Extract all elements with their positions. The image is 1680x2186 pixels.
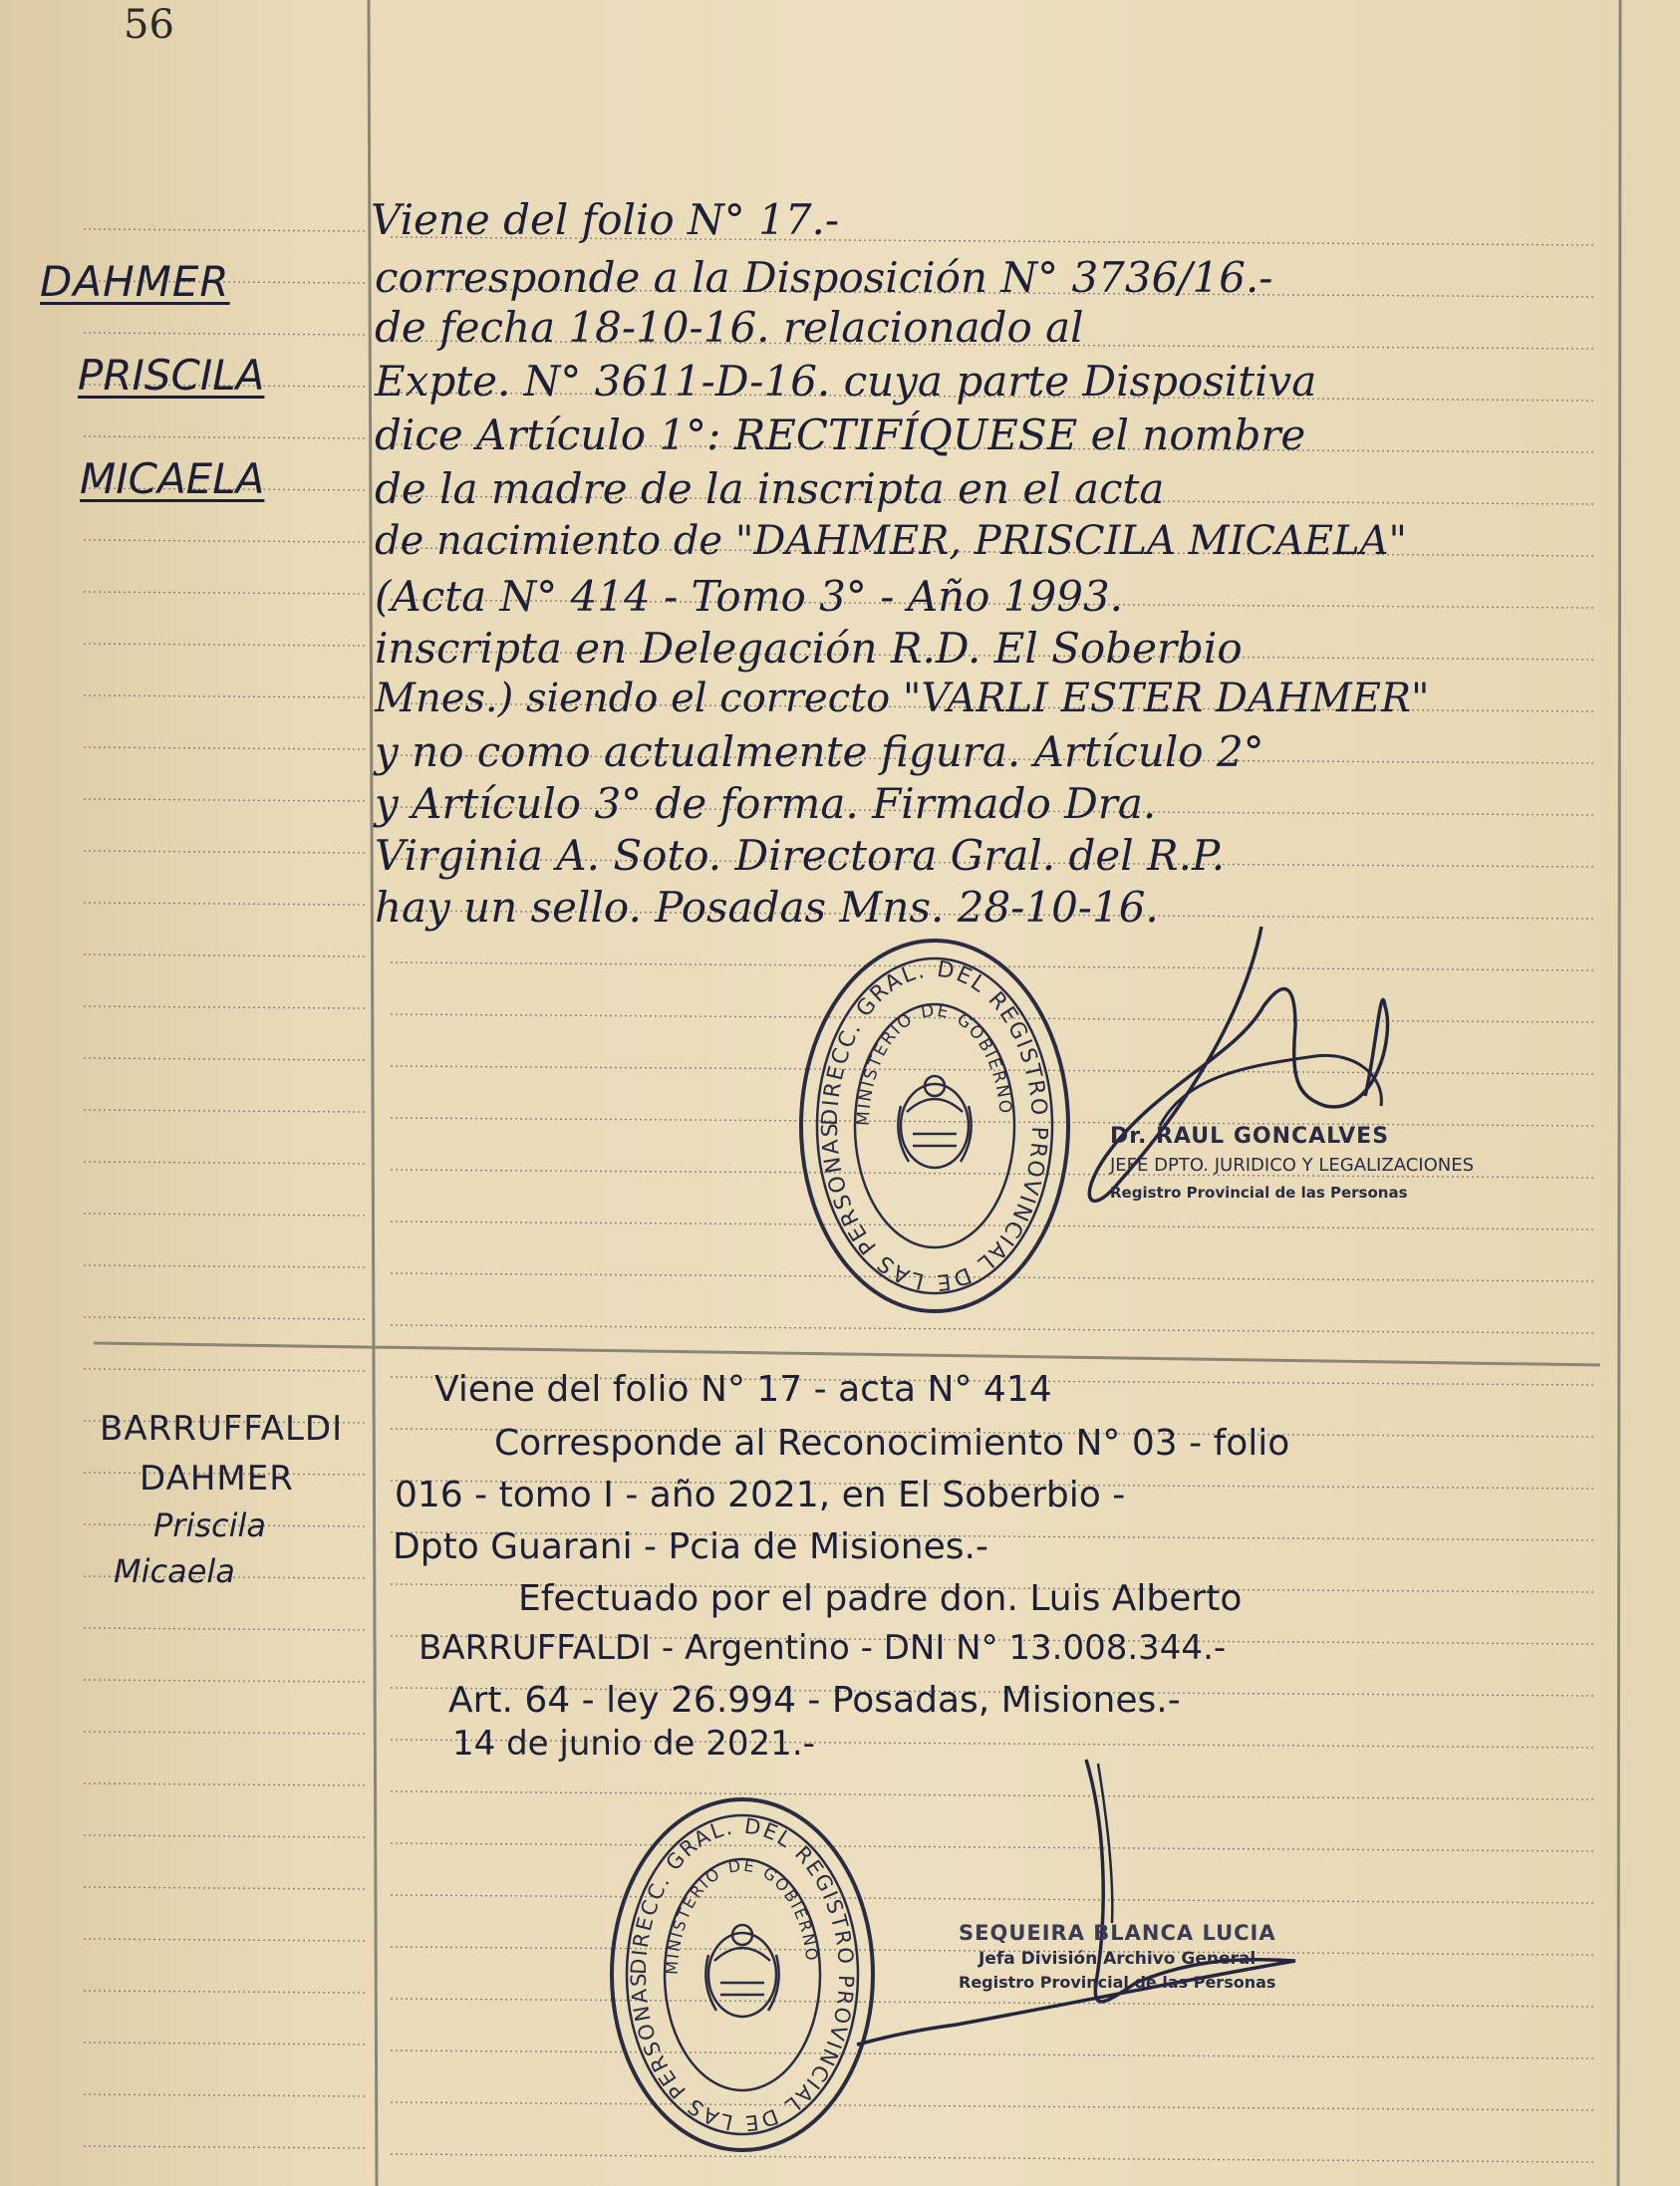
margin-rule: [84, 2146, 365, 2148]
margin-name-surname-mother: DAHMER: [140, 1459, 294, 1499]
entry-1-line: dice Artículo 1°: RECTIFÍQUESE el nombre: [375, 410, 1306, 459]
coat-of-arms-icon: [898, 1076, 971, 1168]
official-seal: [608, 1795, 877, 2154]
entry-2-line: Art. 64 - ley 26.994 - Posadas, Misiones.-: [448, 1680, 1181, 1721]
entry-2-line: Efectuado por el padre don. Luis Alberto: [518, 1578, 1243, 1619]
margin-rule: [84, 695, 365, 697]
margin-name-first: Priscila: [153, 1506, 266, 1544]
entry-1-line: Virginia A. Soto. Directora Gral. del R.P.: [375, 831, 1226, 880]
margin-name-surname-father: BARRUFFALDI: [100, 1409, 344, 1449]
margin-name-second: MICAELA: [80, 454, 265, 503]
entry-1-line: Mnes.) siendo el correcto "VARLI ESTER DAHMER": [375, 676, 1430, 721]
entry-2-line: Dpto Guarani - Pcia de Misiones.-: [393, 1526, 988, 1567]
margin-rule: [84, 1783, 365, 1785]
svg-text:MINISTERIO DE GOBIERNO: [663, 1856, 822, 1976]
entry-1-line: de fecha 18-10-16. relacionado al: [375, 303, 1084, 352]
signature-block: [959, 1921, 1276, 1992]
margin-rule: [84, 1162, 365, 1164]
margin-rule: [84, 799, 365, 801]
margin-rule: [84, 1214, 365, 1216]
margin-rule: [84, 1317, 365, 1319]
margin-rule: [84, 1732, 365, 1734]
entry-2-line: BARRUFFALDI - Argentino - DNI N° 13.008.344.-: [419, 1628, 1227, 1668]
signature-title: JEFE DPTO. JURIDICO Y LEGALIZACIONES: [1110, 1155, 1475, 1176]
body-rule: [391, 2154, 1594, 2162]
seal-inner-text: MINISTERIO DE GOBIERNO: [853, 1000, 1015, 1127]
margin-name-first: PRISCILA: [78, 351, 265, 400]
margin-rule: [84, 1835, 365, 1837]
coat-of-arms-icon: [705, 1925, 778, 2017]
entry-2-line: 14 de junio de 2021.-: [452, 1724, 815, 1764]
margin-rule: [84, 333, 365, 335]
margin-rule: [84, 1006, 365, 1008]
margin-rule: [84, 1887, 365, 1889]
margin-rule: [84, 229, 365, 231]
page-number: 56: [124, 2, 174, 48]
margin-rule: [84, 592, 365, 594]
seal-graphic: [797, 937, 1072, 1315]
signature-block: [1110, 1124, 1474, 1202]
margin-rule: [84, 1939, 365, 1941]
margin-rule: [84, 1369, 365, 1371]
body-rule: [391, 1843, 1594, 1851]
margin-rule: [84, 903, 365, 905]
seal-outer-text: DIRECC. GRAL. DEL REGISTRO PROVINCIAL DE LAS PERSONAS: [817, 956, 1052, 1295]
entry-separator: [94, 1343, 1600, 1365]
margin-rule: [84, 1991, 365, 1993]
entry-1-line: de la madre de la inscripta en el acta: [375, 464, 1165, 513]
margin-rule: [84, 1058, 365, 1060]
signature-name: Dr. RAUL GONCALVES: [1110, 1124, 1390, 1149]
entry-1-line: hay un sello. Posadas Mns. 28-10-16.: [375, 883, 1159, 932]
entry-2-line: 016 - tomo I - año 2021, en El Soberbio -: [395, 1475, 1126, 1515]
signature-title: Jefa División Archivo General: [979, 1949, 1257, 1969]
entry-1-line: corresponde a la Disposición N° 3736/16.-: [375, 253, 1273, 302]
margin-rule: [84, 1110, 365, 1112]
entry-1-line: y no como actualmente figura. Artículo 2°: [375, 727, 1264, 776]
margin-rule: [84, 747, 365, 749]
body-rule: [391, 1791, 1594, 1799]
signature-institution: Registro Provincial de las Personas: [1110, 1184, 1408, 1202]
margin-rule: [84, 1265, 365, 1267]
margin-rule: [84, 436, 365, 438]
entry-2-line: Viene del folio N° 17 - acta N° 414: [434, 1369, 1052, 1410]
margin-rule: [84, 1628, 365, 1630]
seal-inner-text: MINISTERIO DE GOBIERNO: [662, 1855, 822, 1976]
entry-1-line: de nacimiento de "DAHMER, PRISCILA MICAELA": [375, 518, 1407, 564]
body-rule: [391, 2102, 1594, 2110]
seal-outer-text: DIRECC. GRAL. DEL REGISTRO PROVINCIAL DE LAS PERSONAS: [626, 1813, 859, 2136]
page-edge-divider: [1618, 0, 1620, 2186]
margin-rule: [84, 540, 365, 542]
margin-name-surname: DAHMER: [40, 257, 230, 306]
signature-institution: Registro Provincial de las Personas: [959, 1973, 1276, 1992]
body-rule: [391, 2050, 1594, 2058]
entry-1-line: y Artículo 3° de forma. Firmado Dra.: [375, 779, 1157, 828]
entry-1-line: inscripta en Delegación R.D. El Soberbio: [375, 624, 1243, 673]
entry-1-line: (Acta N° 414 - Tomo 3° - Año 1993.: [375, 572, 1124, 621]
entry-1-line: Viene del folio N° 17.-: [371, 195, 840, 244]
margin-rule: [84, 1680, 365, 1682]
entry-2-line: Corresponde al Reconocimiento N° 03 - folio: [494, 1423, 1290, 1464]
margin-rule: [84, 2094, 365, 2096]
body-rule: [391, 1999, 1594, 2007]
margin-rule: [84, 2043, 365, 2045]
margin-rule: [84, 851, 365, 853]
entry-1-line: Expte. N° 3611-D-16. cuya parte Dispositiva: [375, 357, 1317, 406]
margin-name-second: Micaela: [114, 1552, 235, 1590]
body-rule: [391, 1895, 1594, 1903]
margin-rule: [84, 644, 365, 646]
svg-text:MINISTERIO DE GOBIERNO: [854, 1000, 1015, 1126]
official-seal: [797, 937, 1072, 1315]
seal-graphic: [608, 1795, 877, 2154]
body-rule: [391, 1325, 1594, 1333]
margin-rule: [84, 955, 365, 956]
signature-name: SEQUEIRA BLANCA LUCIA: [959, 1921, 1276, 1945]
